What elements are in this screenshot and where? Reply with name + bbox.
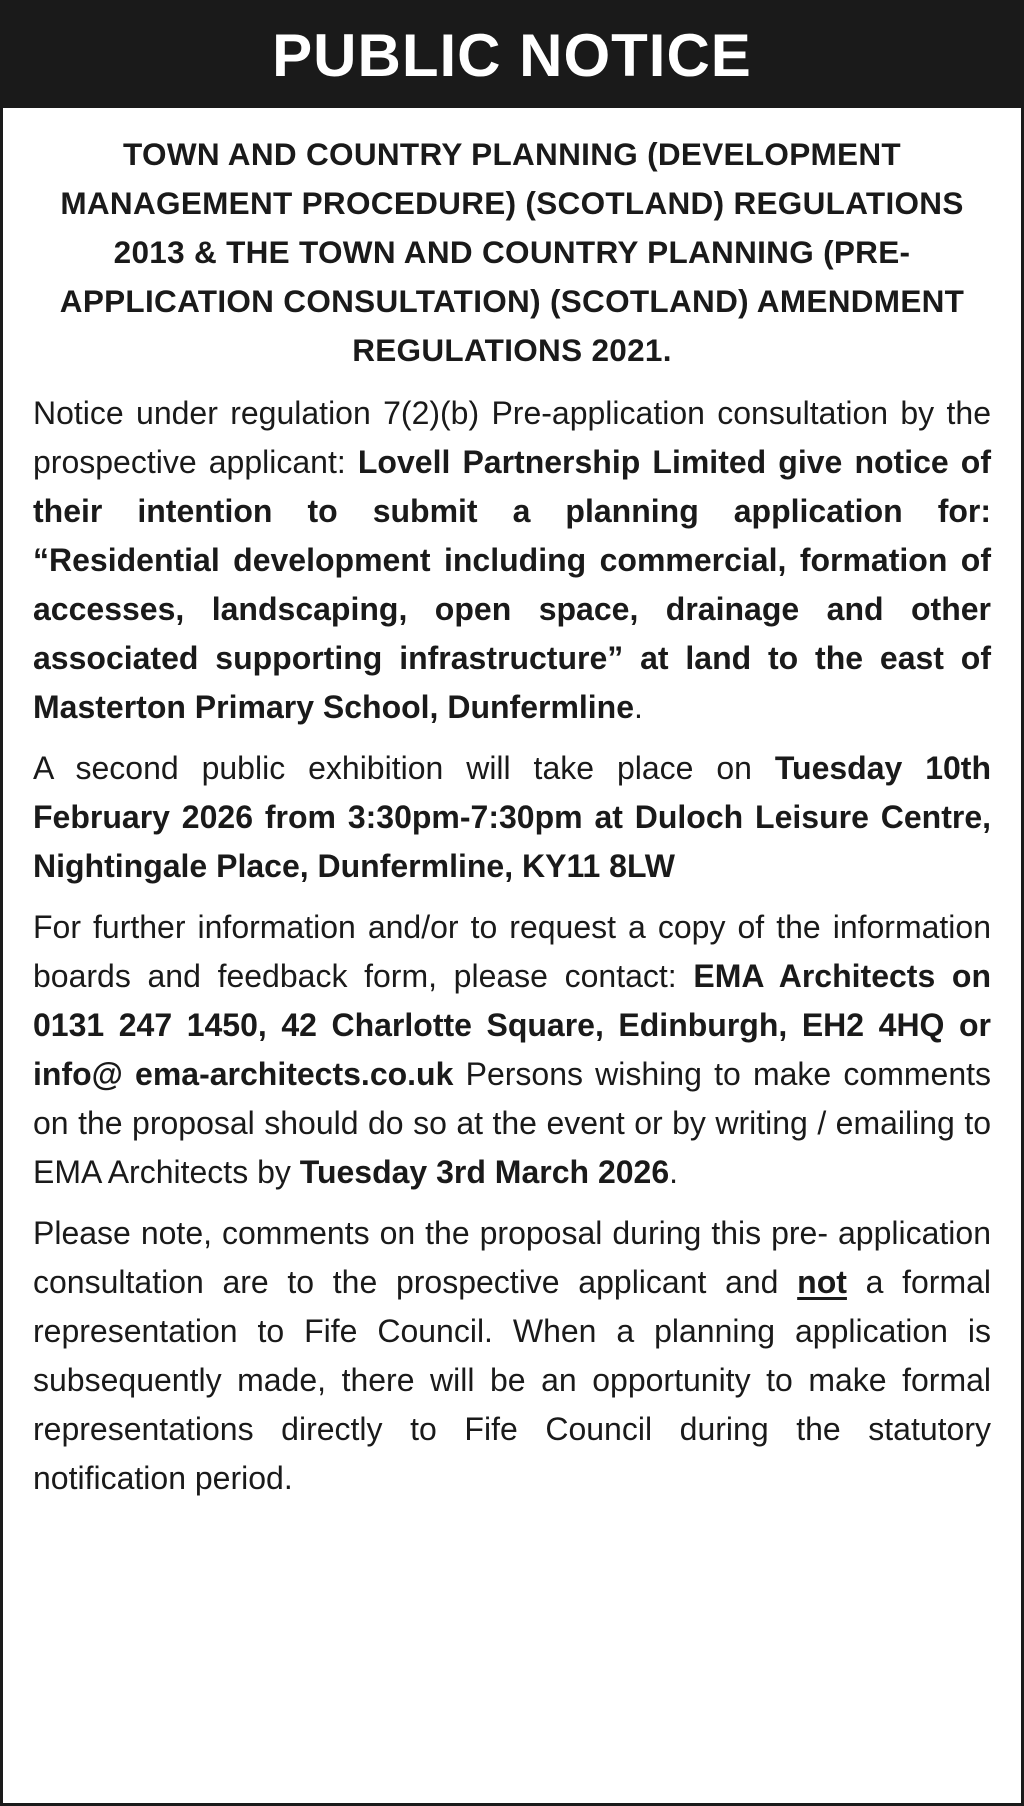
paragraph-note xyxy=(33,1209,991,1503)
paragraph-exhibition xyxy=(33,744,991,891)
note-emphasis: not xyxy=(797,1264,847,1300)
comments-instructions: Persons wishing to make comments on the proposal should do so at the event or by writing / emailing to EMA Architects by xyxy=(33,1056,992,1190)
paragraph-contact xyxy=(33,903,991,1197)
application-end: . xyxy=(634,689,643,725)
note-rest: a formal representation to Fife Council. When a planning application is subsequently made, there will be an opportunity to make formal representations directly to Fife Council during the statutory notification period. xyxy=(33,1264,992,1496)
comments-deadline: Tuesday 3rd March 2026 xyxy=(299,1154,670,1190)
application-intro: Notice under regulation 7(2)(b) Pre-application consultation by the prospective applicant: xyxy=(33,395,991,480)
application-details: Lovell Partnership Limited give notice of their intention to submit a planning application for: “Residential development including commercial, formation of accesses, landscaping, open space, drainage and other associated supporting infrastructure” at land to the east of Masterton Primary School, Dunfermline xyxy=(33,444,992,725)
exhibition-details: Tuesday 10th February 2026 from 3:30pm-7:30pm at Duloch Leisure Centre, Nightingale Place, Dunfermline, KY11 8LW xyxy=(33,750,991,884)
contact-details: EMA Architects on 0131 247 1450, 42 Charlotte Square, Edinburgh, EH2 4HQ or info@ ema-architects.co.uk xyxy=(33,958,991,1092)
contact-intro: For further information and/or to request a copy of the information boards and feedback form, please contact: xyxy=(33,909,991,994)
note-intro: Please note, comments on the proposal during this pre- application consultation are to the prospective applicant and xyxy=(33,1215,991,1300)
exhibition-intro: A second public exhibition will take place on xyxy=(33,750,775,786)
notice-content xyxy=(3,108,1021,1503)
regulations-heading: TOWN AND COUNTRY PLANNING (DEVELOPMENT MANAGEMENT PROCEDURE) (SCOTLAND) REGULATIONS 2013 & THE TOWN AND COUNTRY PLANNING (PRE-APPLICATION CONSULTATION) (SCOTLAND) AMENDMENT REGULATIONS 2021. xyxy=(59,136,965,368)
contact-end: . xyxy=(669,1154,679,1190)
notice-banner: PUBLIC NOTICE xyxy=(3,3,1021,108)
paragraph-application xyxy=(33,389,991,732)
